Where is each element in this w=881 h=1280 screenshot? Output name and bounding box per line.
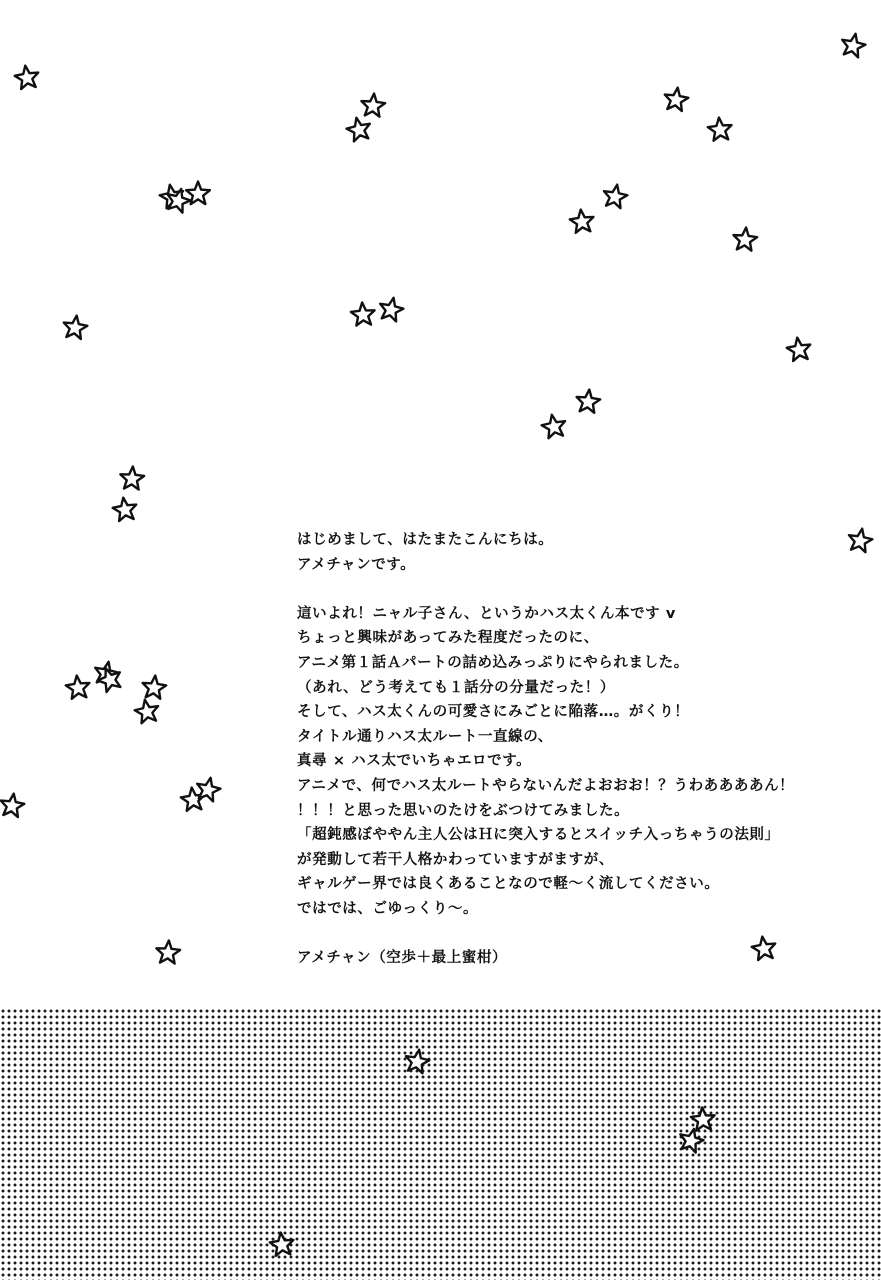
star-icon [92,659,120,686]
body-line: （あれ、どう考えても１話分の分量だった！） [297,679,615,696]
greeting-line: アメチャンです。 [297,556,416,573]
body-line: が発動して若干人格かわっていますがますが、 [297,851,614,868]
star-icon [65,674,91,699]
star-icon [13,64,40,90]
star-icon [575,388,601,413]
star-icon [663,86,690,112]
halftone-dot-band [0,1008,881,1280]
star-icon [0,792,26,818]
body-line: ギャルゲー界では良くあることなので軽～く流してください。 [297,876,720,893]
star-icon [180,786,206,811]
star-icon [186,182,210,205]
star-icon [345,115,373,142]
star-icon [164,186,193,214]
star-icon [62,314,89,340]
star-icon [360,93,386,118]
star-icon [540,413,567,439]
body-line: ！！！と思った思いのたけをぶつけてみました。 [297,802,630,819]
star-icon [158,183,185,209]
body-line: ちょっと興味があってみた程度だったのに、 [297,630,599,647]
body-line: 「超鈍感ぼややん主人公はＨに突入するとスイッチ入っちゃうの法則」 [297,827,780,844]
star-icon [141,674,167,699]
afterword-text [297,528,857,971]
body-line: ではでは、ごゆっくり～。 [297,900,479,917]
star-icon [785,336,812,362]
star-icon [133,698,160,724]
star-icon [569,208,595,233]
star-icon [350,302,375,326]
star-icon [839,31,867,58]
body-line: アニメで、何でハス太ルートやらないんだよおおお！？うわああああん！ [297,777,795,794]
star-icon [95,664,125,693]
star-icon [732,227,758,252]
star-icon [194,775,222,802]
body-line: そして、ハス太くんの可愛さにみごとに陥落…。がくり！ [297,704,690,721]
paragraph-gap [297,577,857,602]
star-icon [119,466,144,490]
greeting-line: はじめまして、はたまたこんにちは。 [297,532,554,548]
body-line: アニメ第１話Ａパートの詰め込みっぷりにやられました。 [297,654,689,671]
star-icon [377,295,405,322]
star-icon [155,940,180,964]
star-icon [602,183,629,209]
body-line: 這いよれ！ニャル子さん、というかハス太くん本です v [297,605,676,622]
star-icon [707,117,733,142]
body-line: 真尋 × ハス太でいちゃエロです。 [297,753,532,770]
body-line: タイトル通りハス太ルート一直線の、 [297,728,553,745]
star-icon [111,496,138,522]
author-signature: アメチャン（空歩＋最上蜜柑） [297,950,508,967]
